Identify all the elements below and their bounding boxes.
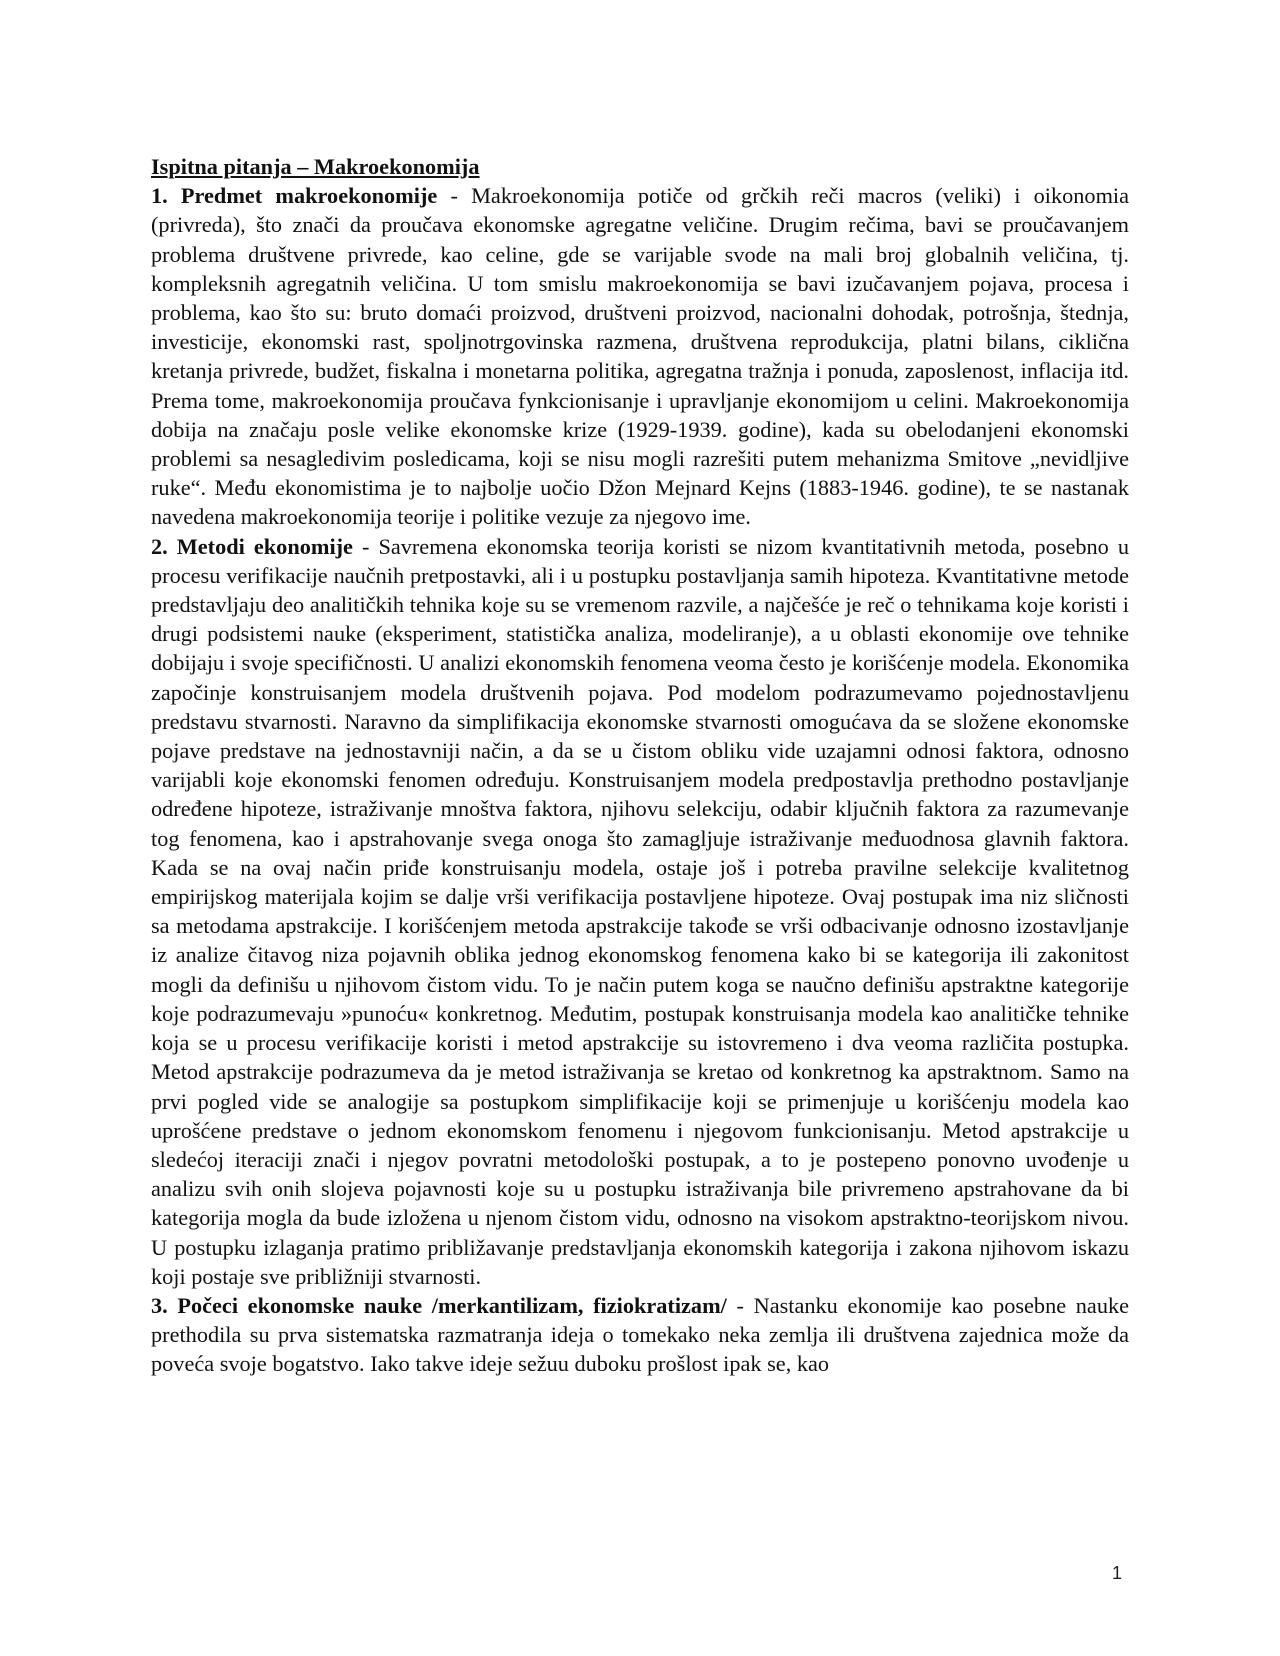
document-title: Ispitna pitanja – Makroekonomija (151, 154, 480, 179)
document-body (151, 152, 1129, 1379)
section-1 (151, 181, 1129, 531)
section-body: Makroekonomija potiče od grčkih reči macros (veliki) i oikonomia (privreda), što znači da proučava ekonomske agregatne veličine. Drugim rečima, bavi se proučavanjem problema društvene privrede, kao celine, gde se varijable svode na mali broj globalnih veličina, tj. kompleksnih agregatnih veličina. U tom smislu makroekonomija se bavi izučavanjem pojava, procesa i problema, kao što su: bruto domaći proizvod, društveni proizvod, nacionalni dohodak, potrošnja, štednja, investicije, ekonomski rast, spoljnotrgovinska razmena, društvena reprodukcija, platni bilans, ciklična kretanja privrede, budžet, fiskalna i monetarna politika, agregatna tražnja i ponuda, zaposlenost, inflacija itd. Prema tome, makroekonomija proučava fynkcionisanje i upravljanje ekonomijom u celini. Makroekonomija dobija na značaju posle velike ekonomske krize (1929-1939. godine), kada su obelodanjeni ekonomski problemi sa nesagledivim posledicama, koji se nisu mogli razrešiti putem mehanizma Smitove „nevidljive ruke“. Među ekonomistima je to najbolje uočio Džon Mejnard Kejns (1883-1946. godine), te se nastanak navedena makroekonomija teorije i politike vezuje za njegovo ime. (151, 183, 1129, 530)
section-separator: - (352, 533, 379, 559)
section-body: Savremena ekonomska teorija koristi se nizom kvantitativnih metoda, posebno u procesu verifikacije naučnih pretpostavki, ali i u postupku postavljanja samih hipoteza. Kvantitativne metode predstavljaju deo analitičkih tehnika koje su se vremenom razvile, a najčešće je reč o tehnikama koje koristi i drugi podsistemi nauke (eksperiment, statistička analiza, modeliranje), a u oblasti ekonomije ove tehnike dobijaju i svoje specifičnosti. U analizi ekonomskih fenomena veoma često je korišćenje modela. Ekonomika započinje konstruisanjem modela društvenih pojava. Pod modelom podrazumevamo pojednostavljenu predstavu stvarnosti. Naravno da simplifikacija ekonomske stvarnosti omogućava da se složene ekonomske pojave predstave na jednostavniji način, a da se u čistom obliku vide uzajamni odnosi faktora, odnosno varijabli koje ekonomski fenomen određuju. Konstruisanjem modela predpostavlja prethodno postavljanje određene hipoteze, istraživanje mnoštva faktora, njihovu selekciju, odabir ključnih faktora za razumevanje tog fenomena, kao i apstrahovanje svega onoga što zamagljuje istraživanje međuodnosa glavnih faktora. Kada se na ovaj način priđe konstruisanju modela, ostaje još i potreba pravilne selekcije kvalitetnog empirijskog materijala kojim se dalje vrši verifikacija postavljene hipoteze. Ovaj postupak ima niz sličnosti sa metodama apstrakcije. I korišćenjem metoda apstrakcije takođe se vrši odbacivanje odnosno izostavljanje iz analize čitavog niza pojavnih oblika jednog ekonomskog fenomena kako bi se kategorija ili zakonitost mogli da definišu u njihovom čistom vidu. To je način putem koga se naučno definišu apstraktne kategorije koje podrazumevaju »punoću« konkretnog. Međutim, postupak konstruisanja modela kao analitičke tehnike koja se u procesu verifikacije koristi i metod apstrakcije su istovremeno i dva veoma različita postupka. Metod apstrakcije podrazumeva da je metod istraživanja se kretao od konkretnog ka apstraktnom. Samo na prvi pogled vide se analogije sa postupkom simplifikacije koji se primenjuje u korišćenju modela kao uprošćene predstave o jednom ekonomskom fenomenu i njegovom funkcionisanju. Metod apstrakcije u sledećoj iteraciji znači i njegov povratni metodološki postupak, a to je postepeno ponovno uvođenje u analizu svih onih slojeva pojavnosti koje su u postupku istraživanja bile privremeno apstrahovane da bi kategorija mogla da bude izložena u njenom čistom vidu, odnosno na visokom apstraktno-teorijskom nivou. U postupku izlaganja pratimo približavanje predstavljanja ekonomskih kategorija i zakona njihovom iskazu koji postaje sve približniji stvarnosti. (151, 533, 1129, 1289)
section-heading: 1. Predmet makroekonomije (151, 183, 438, 209)
section-heading: 3. Počeci ekonomske nauke /merkantilizam, fiziokratizam/ (151, 1292, 727, 1318)
section-2 (151, 532, 1129, 1291)
section-separator: - (726, 1292, 754, 1318)
page-number: 1 (1112, 1563, 1123, 1583)
section-heading: 2. Metodi ekonomije (151, 533, 353, 559)
section-separator: - (437, 183, 472, 209)
section-3 (151, 1291, 1129, 1379)
section-body: Nastanku ekonomije kao posebne nauke prethodila su prva sistematska razmatranja ideja o tomekako neka zemlja ili društvena zajednica može da poveća svoje bogatstvo. Iako takve ideje sežuu duboku prošlost ipak se, kao (151, 1292, 1130, 1377)
